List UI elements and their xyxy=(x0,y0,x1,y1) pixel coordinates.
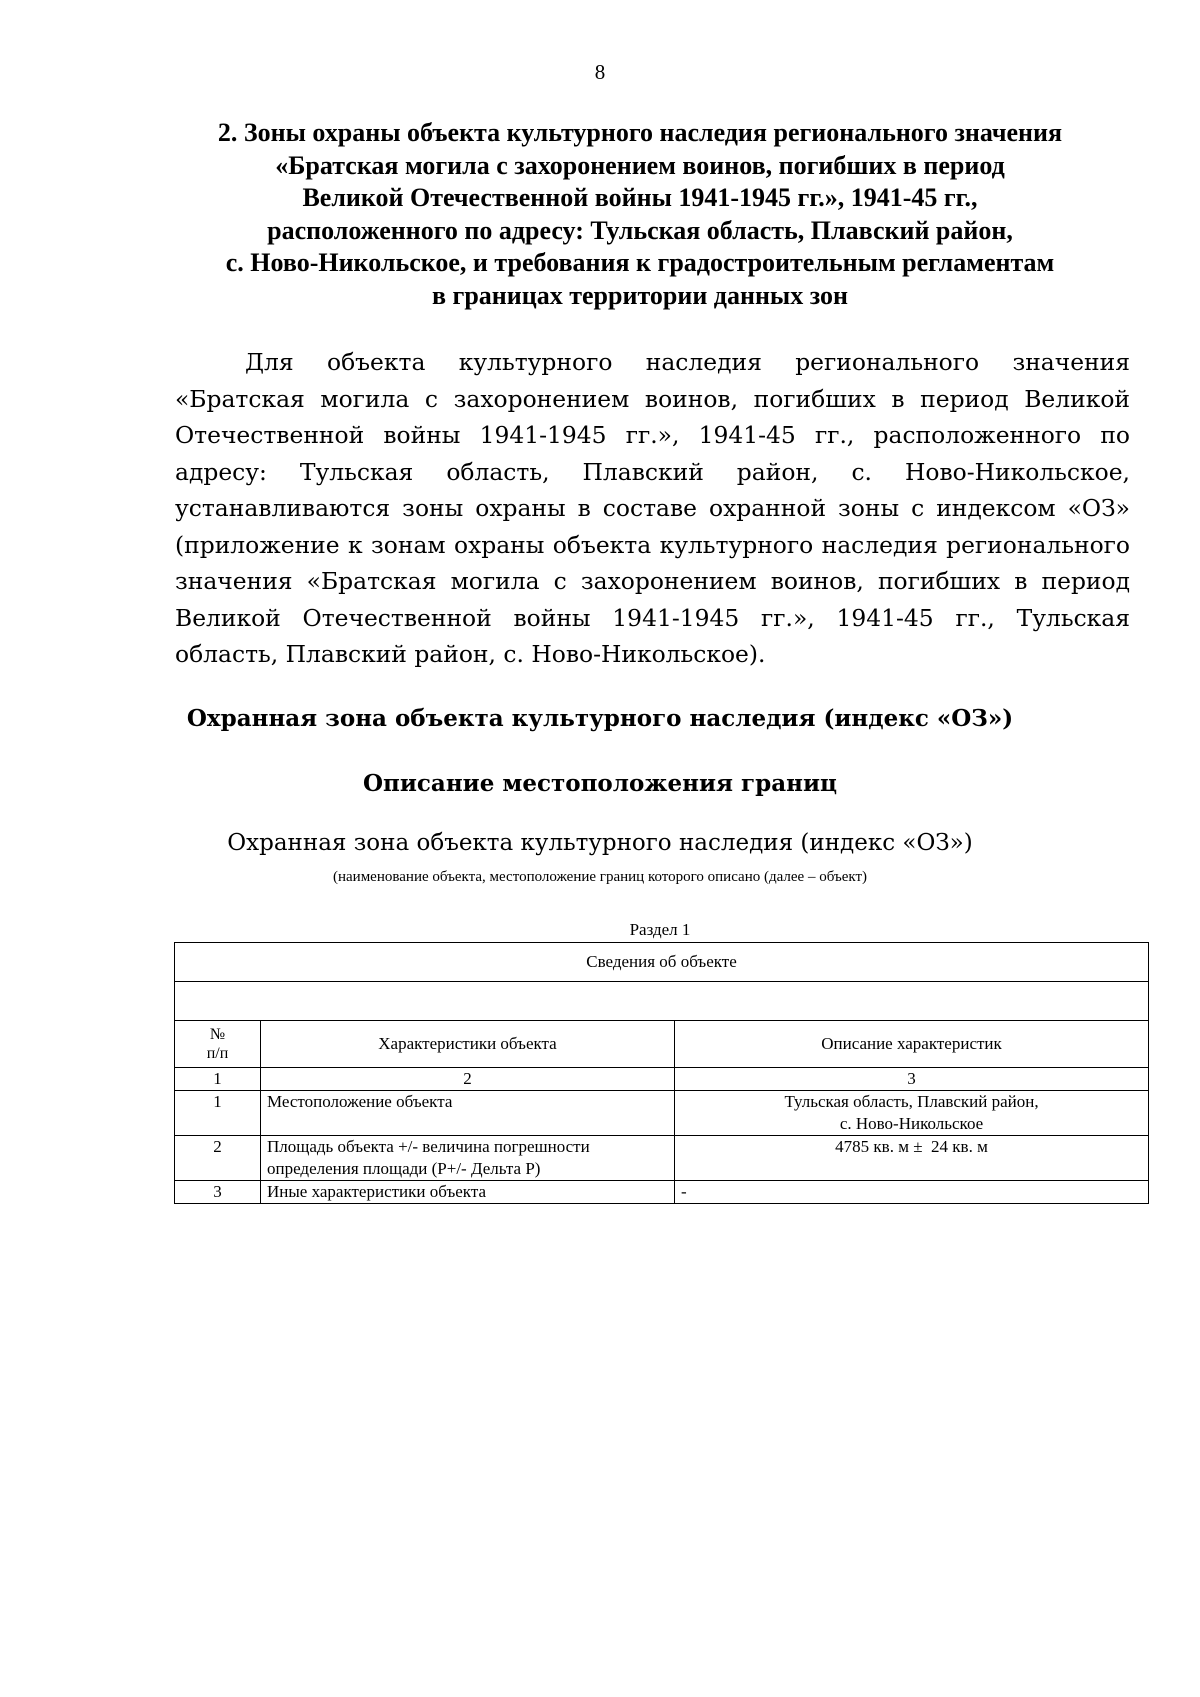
table-title: Сведения об объекте xyxy=(175,943,1149,982)
table-header-row xyxy=(175,1021,1149,1068)
object-name: Охранная зона объекта культурного наследия (индекс «ОЗ») xyxy=(227,830,973,856)
heading-line: Великой Отечественной войны 1941-1945 гг.», 1941-45 гг., xyxy=(302,183,978,212)
header-number-cell xyxy=(175,1021,261,1068)
column-number: 3 xyxy=(675,1068,1149,1091)
column-number: 1 xyxy=(175,1068,261,1091)
table-row xyxy=(175,1136,1149,1181)
object-info-table xyxy=(174,942,1149,1204)
boundary-description-subheading: Описание местоположения границ xyxy=(362,770,838,797)
header-number-abbr: п/п xyxy=(206,1045,229,1062)
row-value: - xyxy=(675,1181,1149,1204)
page-number: 8 xyxy=(594,60,606,84)
row-characteristic: Местоположение объекта xyxy=(261,1091,675,1136)
column-number: 2 xyxy=(261,1068,675,1091)
header-description: Описание характеристик xyxy=(675,1021,1149,1068)
row-characteristic: Иные характеристики объекта xyxy=(261,1181,675,1204)
row-value-line: Тульская область, Плавский район, xyxy=(784,1092,1039,1111)
table-column-numbers-row xyxy=(175,1068,1149,1091)
row-value xyxy=(675,1091,1149,1136)
heading-line: 2. Зоны охраны объекта культурного наследия регионального значения xyxy=(217,118,1063,147)
heading-line: «Братская могила с захоронением воинов, погибших в период xyxy=(275,150,1005,180)
table-empty-cell xyxy=(175,982,1149,1021)
heading-line: в границах территории данных зон xyxy=(432,280,848,310)
header-number-symbol: № xyxy=(209,1026,226,1043)
row-number: 1 xyxy=(175,1091,261,1136)
table-title-row xyxy=(175,943,1149,982)
table-row xyxy=(175,1181,1149,1204)
body-paragraph: Для объекта культурного наследия регионального значения «Братская могила с захоронением воинов, погибших в период Великой Отечественной войны 1941-1945 гг.», 1941-45 гг., расположенного по адресу: Тульская область, Плавский район, с. Ново-Никольское, устанавливаются зоны охраны в составе охранной зоны с индексом «ОЗ» (приложение к зонам охраны объекта культурного наследия регионального значения «Братская могила с захоронением воинов, погибших в период Великой Отечественной войны 1941-1945 гг.», 1941-45 гг., Тульская область, Плавский район, с. Ново-Никольское). xyxy=(175,348,1130,668)
object-info-table-wrapper xyxy=(174,942,1148,1204)
row-number: 2 xyxy=(175,1136,261,1181)
row-characteristic xyxy=(261,1136,675,1181)
table-empty-row xyxy=(175,982,1149,1021)
table-row xyxy=(175,1091,1149,1136)
zone-subheading: Охранная зона объекта культурного наследия (индекс «ОЗ») xyxy=(186,705,1014,732)
heading-line: с. Ново-Никольское, и требования к градостроительным регламентам xyxy=(225,248,1055,277)
row-number: 3 xyxy=(175,1181,261,1204)
section-label: Раздел 1 xyxy=(629,920,691,939)
row-value-line: с. Ново-Никольское xyxy=(839,1114,984,1133)
header-characteristics: Характеристики объекта xyxy=(261,1021,675,1068)
object-name-note: (наименование объекта, местоположение границ которого описано (далее – объект) xyxy=(332,869,868,885)
row-value: 4785 кв. м ± 24 кв. м xyxy=(675,1136,1149,1181)
section-heading xyxy=(140,117,1140,312)
row-characteristic-line: определения площади (Р+/- Дельта Р) xyxy=(267,1159,541,1178)
row-characteristic-line: Площадь объекта +/- величина погрешности xyxy=(267,1137,590,1156)
heading-line: расположенного по адресу: Тульская область, Плавский район, xyxy=(267,215,1013,245)
